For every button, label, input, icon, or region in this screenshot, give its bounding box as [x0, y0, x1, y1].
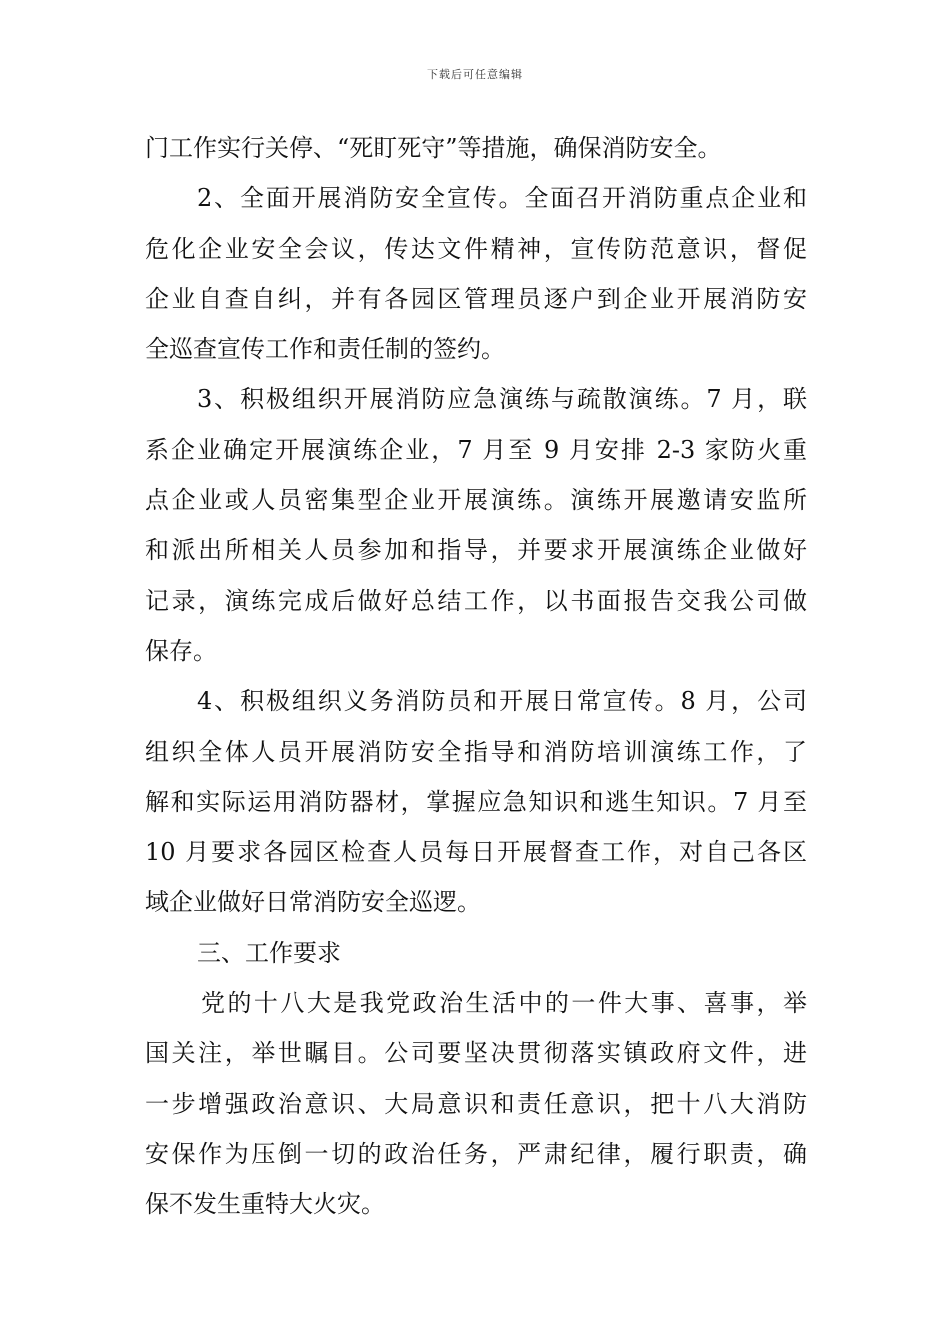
- paragraph-line: 国关注，举世瞩目。公司要坚决贯彻落实镇政府文件，进: [145, 1039, 807, 1068]
- paragraph-line: 保不发生重特大火灾。: [145, 1190, 385, 1219]
- paragraph-line: 点企业或人员密集型企业开展演练。演练开展邀请安监所: [145, 486, 807, 515]
- header-note: 下载后可任意编辑: [427, 68, 523, 81]
- paragraph-line: 2、全面开展消防安全宣传。全面召开消防重点企业和: [197, 184, 807, 213]
- paragraph-line: 3、积极组织开展消防应急演练与疏散演练。7 月，联: [197, 385, 807, 414]
- paragraph-line: 和派出所相关人员参加和指导，并要求开展演练企业做好: [145, 536, 807, 565]
- paragraph-line: 4、积极组织义务消防员和开展日常宣传。8 月，公司: [197, 687, 807, 716]
- section-heading: 三、工作要求: [197, 938, 341, 967]
- paragraph-line: 保存。: [145, 636, 217, 665]
- paragraph-line: 全巡查宣传工作和责任制的签约。: [145, 335, 505, 364]
- paragraph-line: 门工作实行关停、“死盯死守”等措施，确保消防安全。: [145, 134, 722, 162]
- paragraph-line: 一步增强政治意识、大局意识和责任意识，把十八大消防: [145, 1089, 807, 1118]
- paragraph-line: 域企业做好日常消防安全巡逻。: [145, 888, 481, 917]
- paragraph-line: 安保作为压倒一切的政治任务，严肃纪律，履行职责，确: [145, 1139, 807, 1168]
- paragraph-line: 记录，演练完成后做好总结工作，以书面报告交我公司做: [145, 586, 807, 615]
- paragraph-line: 系企业确定开展演练企业，7 月至 9 月安排 2-3 家防火重: [145, 435, 807, 464]
- paragraph-line: 危化企业安全会议，传达文件精神，宣传防范意识，督促: [145, 234, 807, 263]
- paragraph-line: 企业自查自纠，并有各园区管理员逐户到企业开展消防安: [145, 284, 807, 313]
- paragraph-line: 解和实际运用消防器材，掌握应急知识和逃生知识。7 月至: [145, 787, 807, 816]
- paragraph-line: 组织全体人员开展消防安全指导和消防培训演练工作，了: [145, 737, 807, 766]
- paragraph-line: 10 月要求各园区检查人员每日开展督查工作，对自己各区: [145, 838, 807, 867]
- document-body: [145, 123, 807, 1230]
- paragraph-line: 党的十八大是我党政治生活中的一件大事、喜事，举: [201, 989, 807, 1018]
